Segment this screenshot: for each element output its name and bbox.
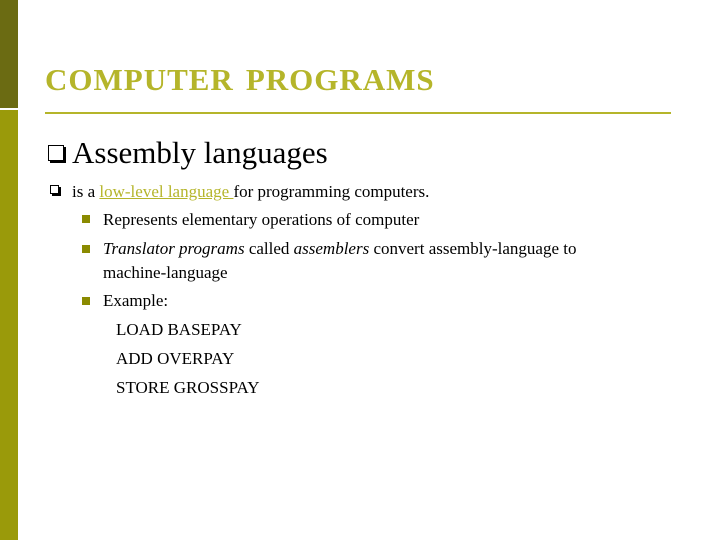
point-translator-continuation: machine-language (103, 263, 228, 282)
hollow-square-bullet-icon (50, 185, 59, 194)
translator-programs-term: Translator programs (103, 239, 245, 258)
intro-prefix: is a (72, 182, 100, 201)
sidebar-divider (0, 108, 18, 110)
code-line: LOAD BASEPAY (116, 320, 242, 339)
point-translator-programs (103, 236, 576, 262)
heading-assembly-languages: Assembly languages (72, 135, 328, 170)
code-line: STORE GROSSPAY (116, 378, 260, 397)
code-line: ADD OVERPAY (116, 349, 235, 368)
square-bullet-icon (82, 297, 90, 305)
hollow-square-bullet-icon (48, 145, 64, 161)
sidebar-accent-bottom (0, 108, 18, 540)
convert-text: convert assembly-language to (369, 239, 577, 258)
point-example: Example: (103, 291, 169, 310)
called-text: called (244, 239, 294, 258)
slide-title: computer programs (45, 51, 435, 100)
point-elementary-operations: Represents elementary operations of computer (103, 210, 420, 229)
square-bullet-icon (82, 245, 90, 253)
intro-suffix: for programming computers. (233, 182, 430, 201)
low-level-language-link[interactable]: low-level language (99, 182, 234, 201)
square-bullet-icon (82, 215, 90, 223)
sidebar-accent-top (0, 0, 18, 108)
title-underline (45, 112, 671, 114)
intro-line (72, 181, 429, 203)
assemblers-term: assemblers (293, 239, 370, 258)
